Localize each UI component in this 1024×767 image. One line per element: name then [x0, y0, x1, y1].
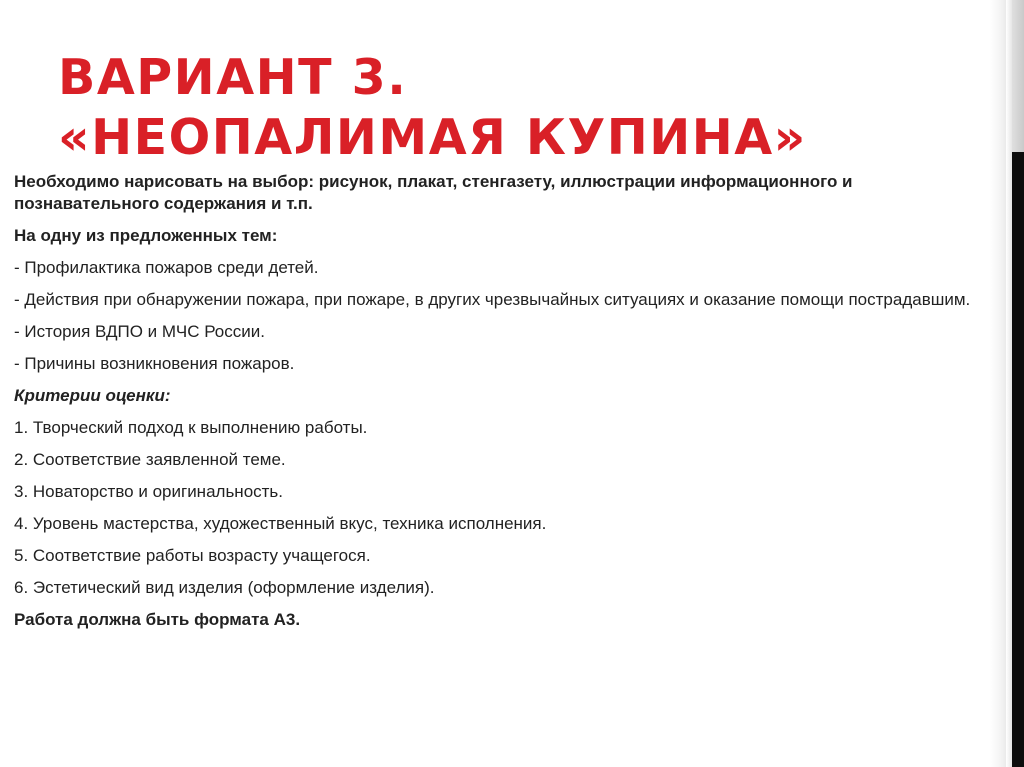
intro-text: Необходимо нарисовать на выбор: рисунок, плакат, стенгазету, иллюстрации информационного и познавательного содержания и т.п.: [14, 172, 853, 213]
topic-item: - Действия при обнаружении пожара, при пожаре, в других чрезвычайных ситуациях и оказание помощи пострадавшим.: [14, 290, 971, 309]
criteria-list: [14, 417, 999, 599]
criteria-item: 5. Соответствие работы возрасту учащегося.: [14, 546, 371, 565]
slide-edge-bar: [1012, 152, 1024, 767]
criteria-item: 6. Эстетический вид изделия (оформление изделия).: [14, 578, 435, 597]
criteria-heading: Критерии оценки:: [14, 386, 171, 405]
criteria-item: 2. Соответствие заявленной теме.: [14, 450, 286, 469]
topics-list: [14, 257, 999, 375]
topic-item: - Профилактика пожаров среди детей.: [14, 258, 319, 277]
title-line-1: ВАРИАНТ 3.: [58, 49, 408, 106]
slide-title: [58, 48, 958, 168]
criteria-item: 3. Новаторство и оригинальность.: [14, 482, 284, 501]
topics-heading: На одну из предложенных тем:: [14, 226, 278, 245]
format-note: Работа должна быть формата А3.: [14, 610, 301, 629]
topic-item: - Причины возникновения пожаров.: [14, 354, 295, 373]
criteria-item: 4. Уровень мастерства, художественный вкус, техника исполнения.: [14, 514, 547, 533]
slide-body: [14, 171, 999, 641]
criteria-item: 1. Творческий подход к выполнению работы.: [14, 418, 368, 437]
topic-item: - История ВДПО и МЧС России.: [14, 322, 265, 341]
title-line-2: «НЕОПАЛИМАЯ КУПИНА»: [58, 109, 807, 166]
